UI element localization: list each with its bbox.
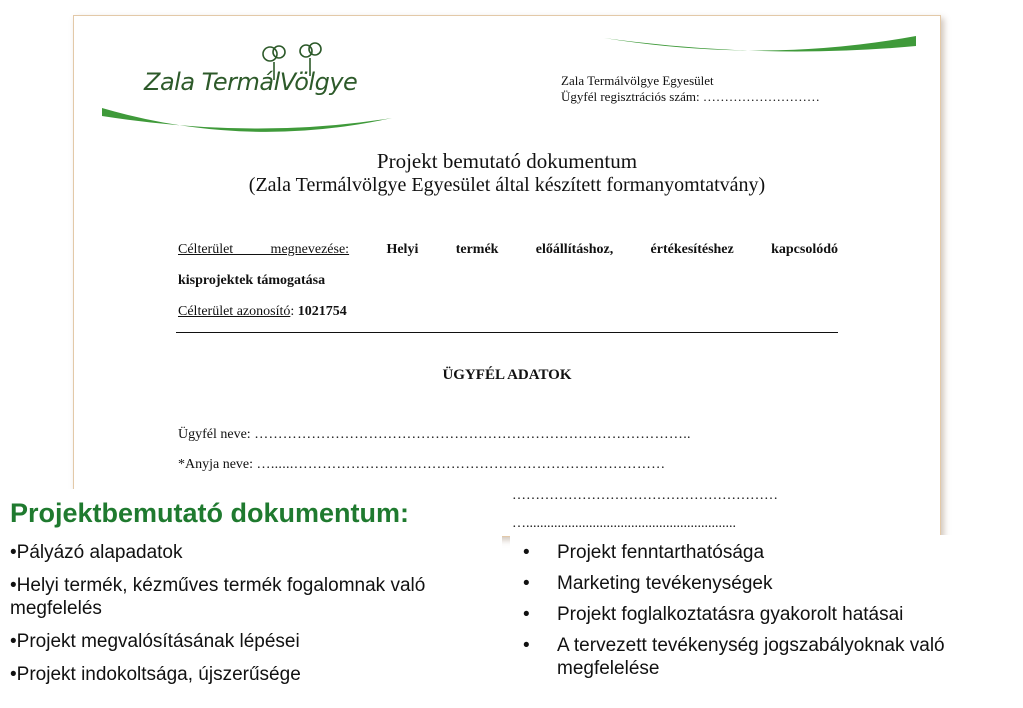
mother-name-value: …......…………………………………………………………………… (256, 457, 666, 472)
list-item-text: A tervezett tevékenység jogszabályoknak való megfelelése (557, 635, 945, 679)
client-reg-value: ……………………… (702, 89, 820, 104)
list-item: •Helyi termék, kézműves termék fogalomnak való megfelelés (10, 575, 426, 619)
client-name-value: ……………………………………………………………………………….. (254, 427, 691, 442)
list-item: •Pályázó alapadatok (10, 542, 183, 563)
section-heading: ÜGYFÉL ADATOK (442, 367, 572, 383)
document-title (74, 149, 940, 197)
slide-heading: Projektbemutató dokumentum: (10, 498, 410, 528)
org-name: Zala Termálvölgye Egyesület (561, 73, 714, 88)
target-area-name-value: Helyi termék előállításhoz, értékesítéshez kapcsolódó (386, 242, 839, 257)
title-line-2: (Zala Termálvölgye Egyesület által készített formanyomtatvány) (248, 174, 766, 196)
form-page-scan (73, 15, 941, 537)
logo-text: Zala TermálVölgye (144, 68, 358, 96)
divider-line (176, 332, 838, 333)
list-item (519, 603, 1019, 626)
list-item (519, 541, 1019, 564)
target-area-name-row (178, 242, 838, 258)
list-item (519, 634, 1019, 680)
bullet-icon: • (523, 635, 530, 656)
list-item-text: Marketing tevékenységek (557, 573, 773, 594)
client-name-row (178, 427, 691, 443)
left-bullet-list (10, 541, 500, 696)
list-item-text: Projekt foglalkoztatásra gyakorolt hatásai (557, 604, 904, 625)
target-area-name-cont: kisprojektek támogatása (178, 273, 326, 288)
list-item: •Projekt indokoltsága, újszerűsége (10, 664, 301, 685)
mother-name-label: *Anyja neve: (178, 457, 254, 472)
list-item-text: Projekt fenntarthatósága (557, 542, 765, 563)
mother-name-row (178, 457, 665, 473)
target-area-id-label: Célterület azonosító (178, 304, 291, 319)
client-reg-label: Ügyfél regisztrációs szám: (561, 89, 700, 104)
target-area-id-value: 1021754 (297, 304, 347, 319)
bullet-icon: • (523, 604, 530, 625)
client-name-label: Ügyfél neve: (178, 427, 251, 442)
target-area-id-row: Célterület azonosító: 1021754 (178, 304, 347, 319)
target-area-name-label: Célterület megnevezése: (178, 242, 350, 257)
header-swoosh-icon (604, 34, 916, 58)
bullet-icon: • (523, 542, 530, 563)
list-item (519, 572, 1019, 595)
client-reg-line (561, 89, 820, 105)
client-row-3: ………………………………………………… (512, 488, 778, 503)
org-info (561, 73, 820, 105)
bullet-icon: • (523, 573, 530, 594)
title-line-1: Projekt bemutató dokumentum (376, 149, 638, 173)
client-row-4: …............................................................ (512, 516, 736, 531)
list-item: •Projekt megvalósításának lépései (10, 631, 300, 652)
right-bullet-list (519, 541, 1019, 688)
